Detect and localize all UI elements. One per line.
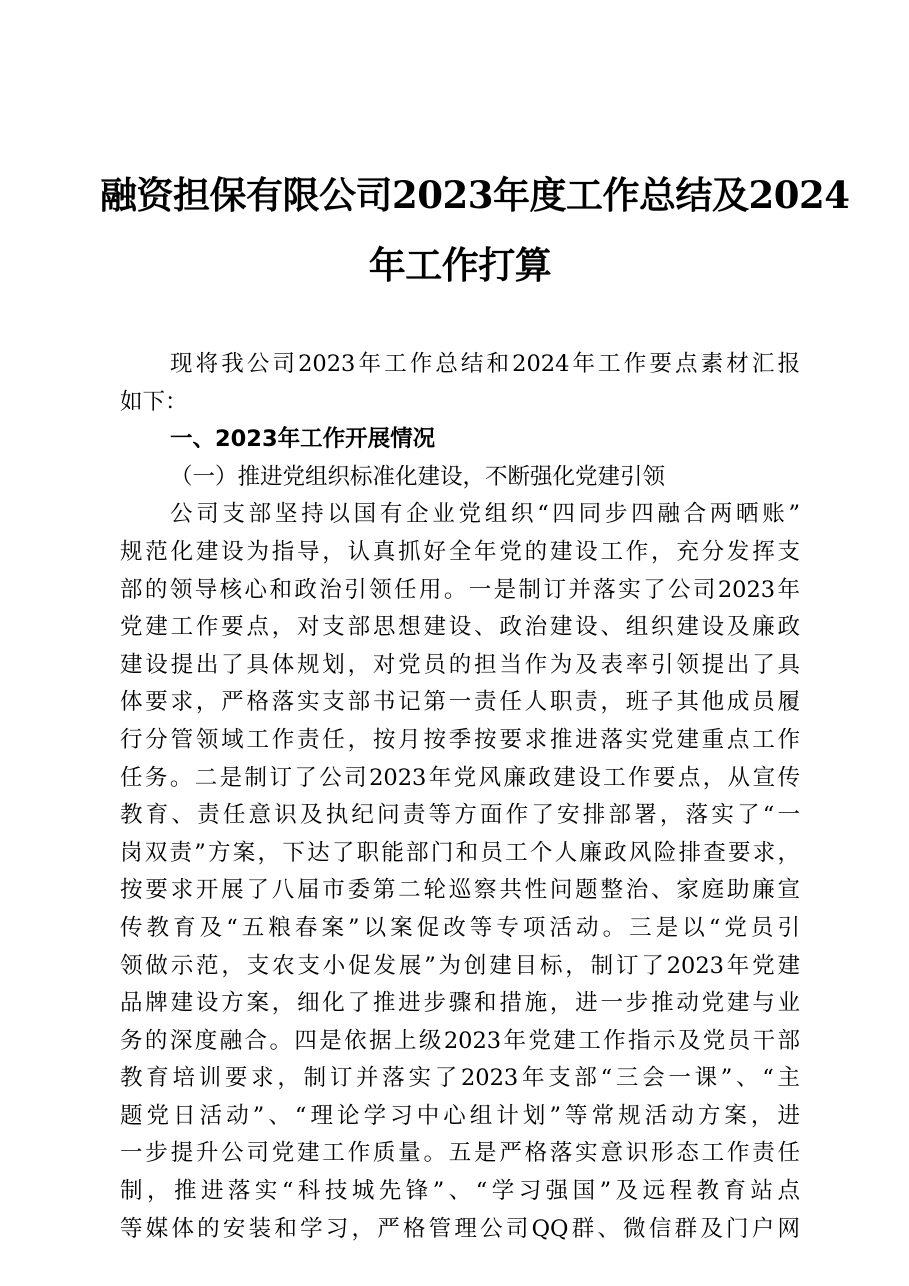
paragraph-line: 教育、责任意识及执纪问责等方面作了安排部署，落实了“一 <box>120 802 800 829</box>
paragraph-line: 部的领导核心和政治引领任用。一是制订并落实了公司2023年 <box>120 576 800 603</box>
paragraph-line: 行分管领域工作责任，按月按季按要求推进落实党建重点工作 <box>120 726 800 753</box>
paragraph-line: 建设提出了具体规划，对党员的担当作为及表率引领提出了具 <box>120 651 800 678</box>
paragraph-line: 党建工作要点，对支部思想建设、政治建设、组织建设及廉政 <box>120 614 800 641</box>
paragraph-line: 岗双责”方案，下达了职能部门和员工个人廉政风险排查要求， <box>120 839 800 866</box>
paragraph-line: 传教育及“五粮春案”以案促改等专项活动。三是以“党员引 <box>120 914 800 941</box>
document-title <box>100 160 850 300</box>
section-heading: 一、2023年工作开展情况 <box>170 426 436 453</box>
paragraph-line: 务的深度融合。四是依据上级2023年党建工作指示及党员干部 <box>120 1027 800 1054</box>
paragraph-line: 按要求开展了八届市委第二轮巡察共性问题整治、家庭助廉宣 <box>120 877 800 904</box>
paragraph-line: 任务。二是制订了公司2023年党风廉政建设工作要点，从宣传 <box>120 764 800 791</box>
paragraph-line: 领做示范，支农支小促发展”为创建目标，制订了2023年党建 <box>120 952 800 979</box>
paragraph-line: 公司支部坚持以国有企业党组织“四同步四融合两晒账” <box>170 501 800 528</box>
title-line-2: 年工作打算 <box>368 243 552 287</box>
paragraph-line: 一步提升公司党建工作质量。五是严格落实意识形态工作责任 <box>120 1140 800 1167</box>
intro-line: 如下： <box>120 388 188 415</box>
title-line-1: 融资担保有限公司2023年度工作总结及2024 <box>100 173 850 217</box>
paragraph-line: 制，推进落实“科技城先锋”、“学习强国”及远程教育站点 <box>120 1178 800 1205</box>
paragraph-line: 品牌建设方案，细化了推进步骤和措施，进一步推动党建与业 <box>120 990 800 1017</box>
paragraph-line: 体要求，严格落实支部书记第一责任人职责，班子其他成员履 <box>120 689 800 716</box>
paragraph-line: 规范化建设为指导，认真抓好全年党的建设工作，充分发挥支 <box>120 538 800 565</box>
intro-line: 现将我公司2023年工作总结和2024年工作要点素材汇报 <box>170 351 800 377</box>
document-body <box>120 346 800 1248</box>
paragraph-line: 教育培训要求，制订并落实了2023年支部“三会一课”、“主 <box>120 1065 800 1092</box>
paragraph-line: 题党日活动”、“理论学习中心组计划”等常规活动方案，进 <box>120 1102 800 1129</box>
subsection-heading: （一）推进党组织标准化建设，不断强化党建引领 <box>170 463 666 490</box>
paragraph-line: 等媒体的安装和学习，严格管理公司QQ群、微信群及门户网 <box>120 1215 800 1242</box>
